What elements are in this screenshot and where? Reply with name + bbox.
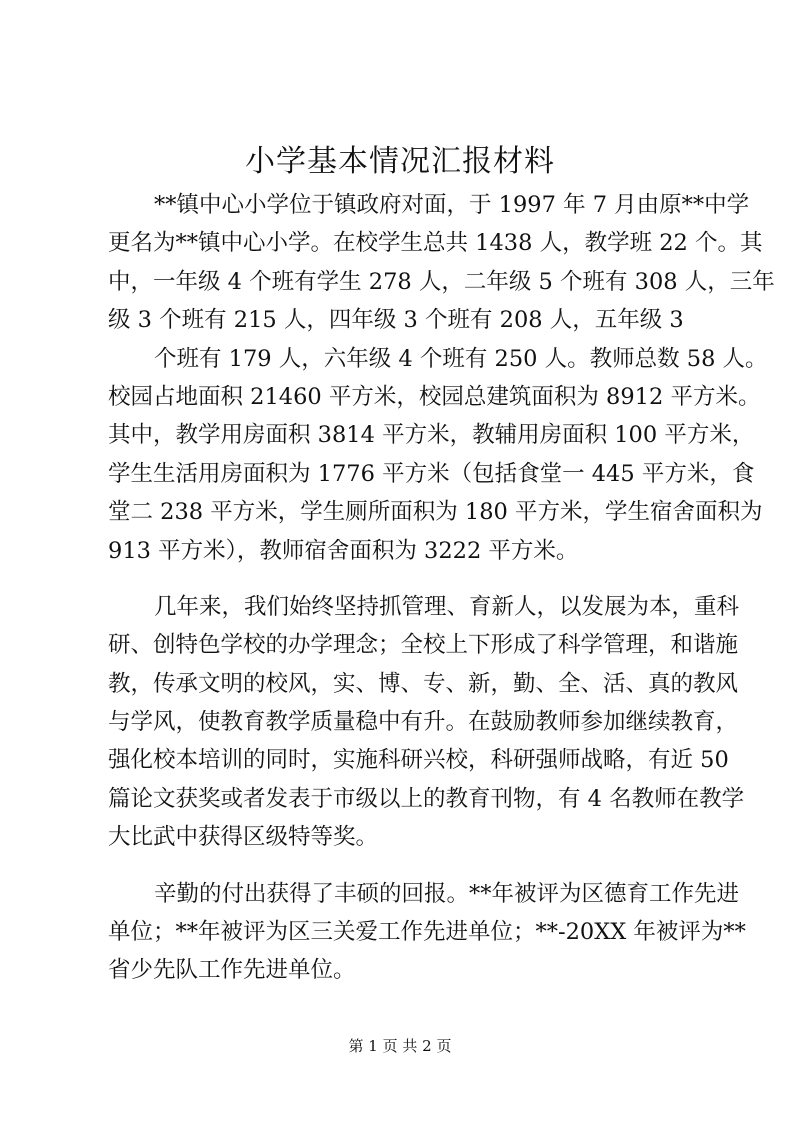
paragraph-3-line-7: 大比武中获得区级特等奖。: [108, 824, 379, 851]
page-footer: 第 1 页 共 2 页: [348, 1037, 452, 1055]
paragraph-2-line-4: 学生生活用房面积为 1776 平方米（包括食堂一 445 平方米，食: [108, 460, 755, 487]
paragraph-1-line-2: 更名为**镇中心小学。在校学生总共 1438 人，教学班 22 个。其: [108, 230, 763, 257]
paragraph-2-line-1: 个班有 179 人，六年级 4 个班有 250 人。教师总数 58 人。: [154, 345, 768, 372]
paragraph-1-line-4: 级 3 个班有 215 人，四年级 3 个班有 208 人，五年级 3: [108, 307, 684, 334]
paragraph-3-line-4: 与学风，使教育教学质量稳中有升。在鼓励教师参加继续教育，: [108, 709, 739, 736]
paragraph-4-line-1: 辛勤的付出获得了丰硕的回报。**年被评为区德育工作先进: [154, 880, 740, 907]
paragraph-3-line-3: 教，传承文明的校风，实、博、专、新，勤、全、活、真的教风: [108, 670, 739, 697]
paragraph-gap: [108, 570, 698, 588]
paragraph-3-line-6: 篇论文获奖或者发表于市级以上的教育刊物，有 4 名教师在教学: [108, 785, 745, 812]
paragraph-4-line-2: 单位；**年被评为区三关爱工作先进单位；**-20XX 年被评为**: [108, 919, 746, 946]
paragraph-2-line-3: 其中，教学用房面积 3814 平方米，教辅用房面积 100 平方米，: [108, 422, 755, 449]
paragraph-gap: [108, 857, 698, 875]
paragraph-3-line-5: 强化校本培训的同时，实施科研兴校，科研强师战略，有近 50: [108, 747, 729, 774]
paragraph-3-line-2: 研、创特色学校的办学理念；全校上下形成了科学管理，和谐施: [108, 632, 739, 659]
paragraph-4-line-3: 省少先队工作先进单位。: [108, 957, 356, 984]
paragraph-2-line-2: 校园占地面积 21460 平方米，校园总建筑面积为 8912 平方米。: [108, 383, 761, 410]
paragraph-1-line-1: **镇中心小学位于镇政府对面，于 1997 年 7 月由原**中学: [154, 192, 750, 218]
paragraph-1-line-3: 中，一年级 4 个班有学生 278 人，二年级 5 个班有 308 人，三年: [108, 268, 775, 295]
paragraph-2-line-6: 913 平方米），教师宿舍面积为 3222 平方米。: [108, 537, 579, 564]
paragraph-3-line-1: 几年来，我们始终坚持抓管理、育新人，以发展为本，重科: [154, 593, 740, 620]
document-body: [108, 186, 775, 990]
document-title: 小学基本情况汇报材料: [245, 144, 555, 179]
paragraph-2-line-5: 堂二 238 平方米，学生厕所面积为 180 平方米，学生宿舍面积为: [108, 499, 763, 526]
